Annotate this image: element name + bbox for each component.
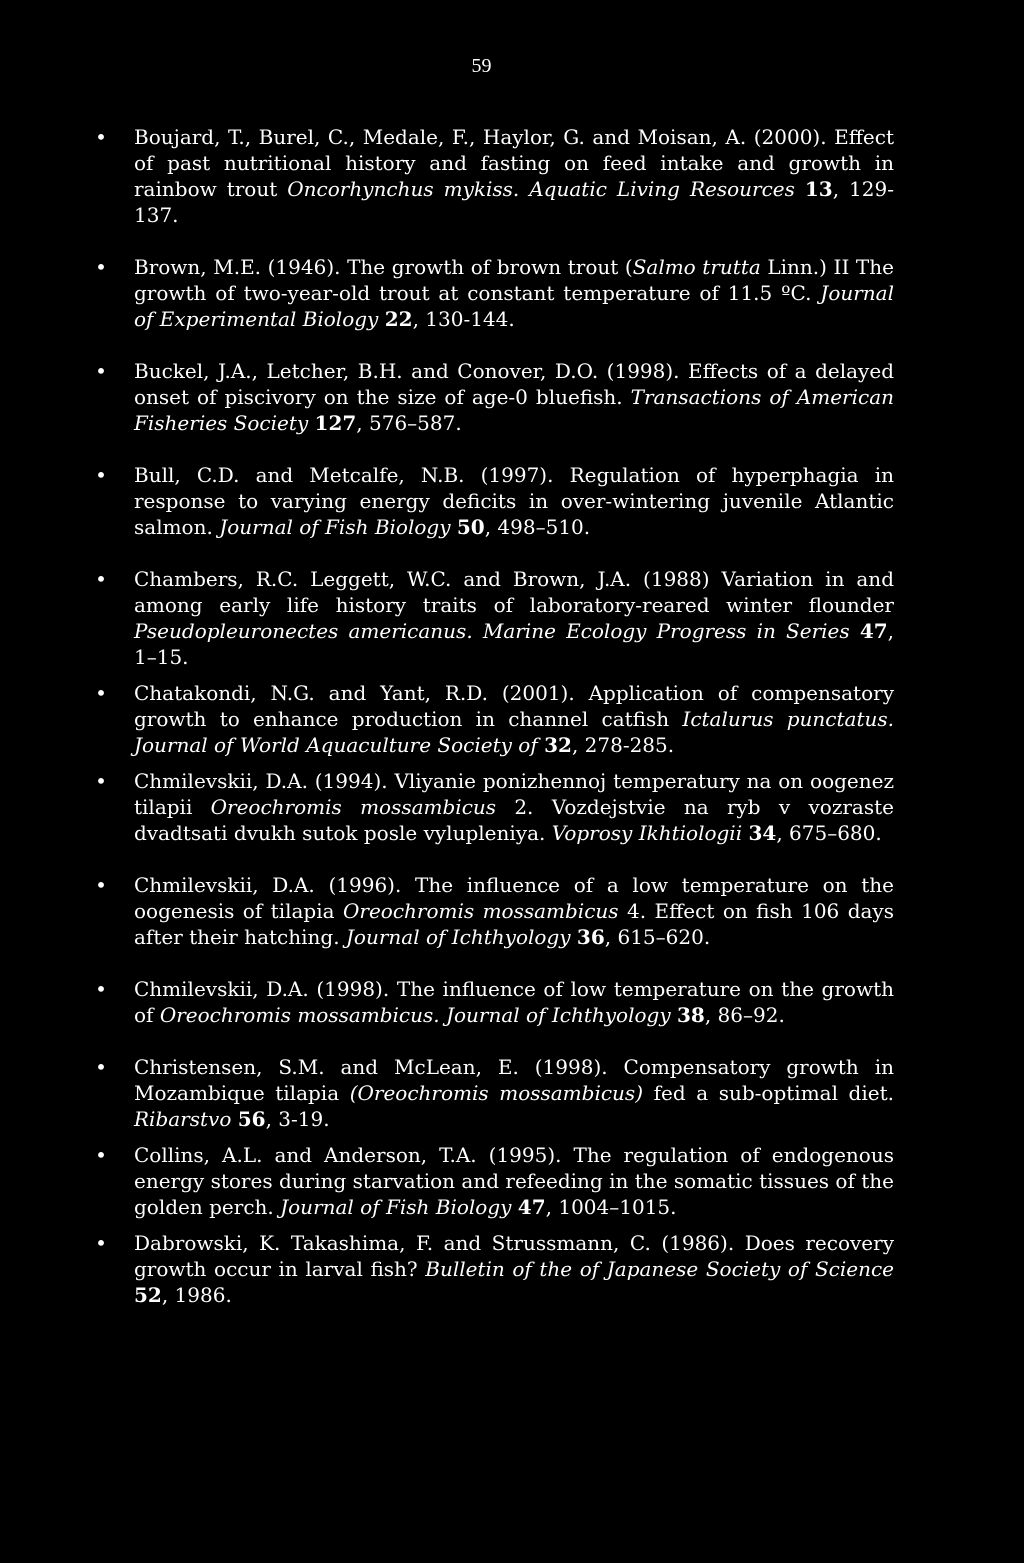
reference-text [134,680,894,758]
reference-text [134,254,894,332]
reference-run: , 130-144. [412,307,515,331]
reference-italic-run: Journal of Ichthyology [345,925,571,949]
reference-italic-run: Ictalurus punctatus. Journal of World Aquaculture Society of [134,707,895,757]
reference-run: , 576–587. [356,411,462,435]
reference-item [94,1054,894,1132]
bullet-icon: • [95,125,107,149]
bullet-icon: • [95,463,107,487]
reference-run: Buckel, J.A., Letcher, B.H. and Conover, D.O. (1998). Effects of a delayed onset of piscivory on the size of age-0 bluefish. [134,359,894,409]
reference-italic-run: Voprosy Ikhtiologii [551,821,743,845]
reference-text [134,462,894,540]
reference-item [94,1142,894,1220]
reference-italic-run: Salmo trutta [632,255,761,279]
reference-volume: 32 [544,733,572,757]
reference-item [94,768,894,846]
page-number: 59 [471,55,492,77]
reference-run: , 1986. [161,1283,232,1307]
reference-volume: 38 [677,1003,705,1027]
reference-run: Brown, M.E. (1946). The growth of brown trout ( [134,255,633,279]
reference-run: Linn.) II The growth of two-year-old trout at constant temperature of 11.5 ºC. [134,255,894,305]
reference-item [94,358,894,436]
reference-italic-run: Transactions of American Fisheries Society [134,385,895,435]
reference-run: , 3-19. [265,1107,330,1131]
reference-run: , 129-137. [134,177,894,227]
reference-run: , 615–620. [604,925,711,949]
reference-italic-run: Ribarstvo [134,1107,232,1131]
reference-volume: 56 [237,1107,266,1131]
reference-run: Dabrowski, K. Takashima, F. and Strussmann, C. (1986). Does recovery growth occur in larval fish? [134,1231,894,1281]
reference-italic-run: (Oreochromis mossambicus) [349,1081,643,1105]
reference-list [94,124,894,1308]
reference-run: Bull, C.D. and Metcalfe, N.B. (1997). Regulation of hyperphagia in response to varying energy deficits in over-wintering juvenile Atlantic salmon. [134,463,894,539]
reference-run: Chmilevskii, D.A. (1998). The influence of low temperature on the growth of [134,977,894,1027]
reference-volume: 50 [456,515,485,539]
reference-text [134,1054,894,1132]
reference-item [94,872,894,950]
reference-run: , 1004–1015. [545,1195,677,1219]
reference-item [94,566,894,670]
reference-volume: 34 [748,821,777,845]
reference-text [134,358,894,436]
reference-italic-run: Journal of Experimental Biology [134,281,894,331]
reference-run: Boujard, T., Burel, C., Medale, F., Haylor, G. and Moisan, A. (2000). Effect of past nutritional history and fasting on feed intake and growth in rainbow trout [134,125,894,201]
reference-run: Christensen, S.M. and McLean, E. (1998). Compensatory growth in Mozambique tilapia [134,1055,894,1105]
reference-run: 4. Effect on fish 106 days after their hatching. [134,899,894,949]
reference-run: Collins, A.L. and Anderson, T.A. (1995). The regulation of endogenous energy stores during starvation and refeeding in the somatic tissues of the golden perch. [134,1143,894,1219]
bullet-icon: • [95,1055,107,1079]
bullet-icon: • [95,681,107,705]
reference-item [94,680,894,758]
reference-text [134,872,894,950]
reference-run: Chambers, R.C. Leggett, W.C. and Brown, J.A. (1988) Variation in and among early life history traits of laboratory-reared winter flounder [134,567,894,617]
bullet-icon: • [95,769,107,793]
reference-italic-run: Pseudopleuronectes americanus. Marine Ecology Progress in Series [134,619,850,643]
reference-italic-run: Bulletin of the of Japanese Society of Science [425,1257,895,1281]
bullet-icon: • [95,567,107,591]
reference-run: Chmilevskii, D.A. (1994). Vliyanie ponizhennoj temperatury na on oogenez tilapii [134,769,894,819]
reference-run: , 1–15. [134,619,895,669]
reference-run: fed a sub-optimal diet. [643,1081,894,1105]
reference-run: Chatakondi, N.G. and Yant, R.D. (2001). Application of compensatory growth to enhance production in channel catfish [134,681,894,731]
reference-volume: 47 [859,619,888,643]
reference-italic-run: Oreochromis mossambicus. Journal of Ichthyology [159,1003,671,1027]
reference-text [134,566,894,670]
bullet-icon: • [95,1231,107,1255]
reference-volume: 13 [804,177,833,201]
reference-text [134,768,894,846]
reference-run: , 86–92. [704,1003,785,1027]
reference-run [795,177,805,201]
reference-volume: 47 [517,1195,546,1219]
reference-italic-run: Oncorhynchus mykiss. Aquatic Living Resources [287,177,795,201]
reference-run [850,619,860,643]
reference-volume: 36 [576,925,605,949]
bullet-icon: • [95,1143,107,1167]
reference-text [134,1142,894,1220]
bullet-icon: • [95,255,107,279]
reference-item [94,254,894,332]
reference-volume: 127 [314,411,357,435]
reference-text [134,124,894,228]
reference-item [94,462,894,540]
reference-run: 2. Vozdejstvie na ryb v vozraste dvadtsati dvukh sutok posle vylupleniya. [134,795,894,845]
reference-run: , 278-285. [571,733,675,757]
bullet-icon: • [95,873,107,897]
reference-run: Chmilevskii, D.A. (1996). The influence of a low temperature on the oogenesis of tilapia [134,873,894,923]
reference-text [134,976,894,1028]
reference-item [94,1230,894,1308]
bullet-icon: • [95,977,107,1001]
reference-volume: 22 [384,307,413,331]
bullet-icon: • [95,359,107,383]
reference-item [94,124,894,228]
reference-run: , 675–680. [776,821,882,845]
reference-italic-run: Journal of Fish Biology [219,515,451,539]
reference-run: , 498–510. [484,515,591,539]
reference-italic-run: Oreochromis mossambicus [343,899,619,923]
reference-italic-run: Journal of Fish Biology [280,1195,512,1219]
reference-text [134,1230,894,1308]
reference-italic-run: Oreochromis mossambicus [210,795,497,819]
reference-item [94,976,894,1028]
reference-volume: 52 [134,1283,162,1307]
